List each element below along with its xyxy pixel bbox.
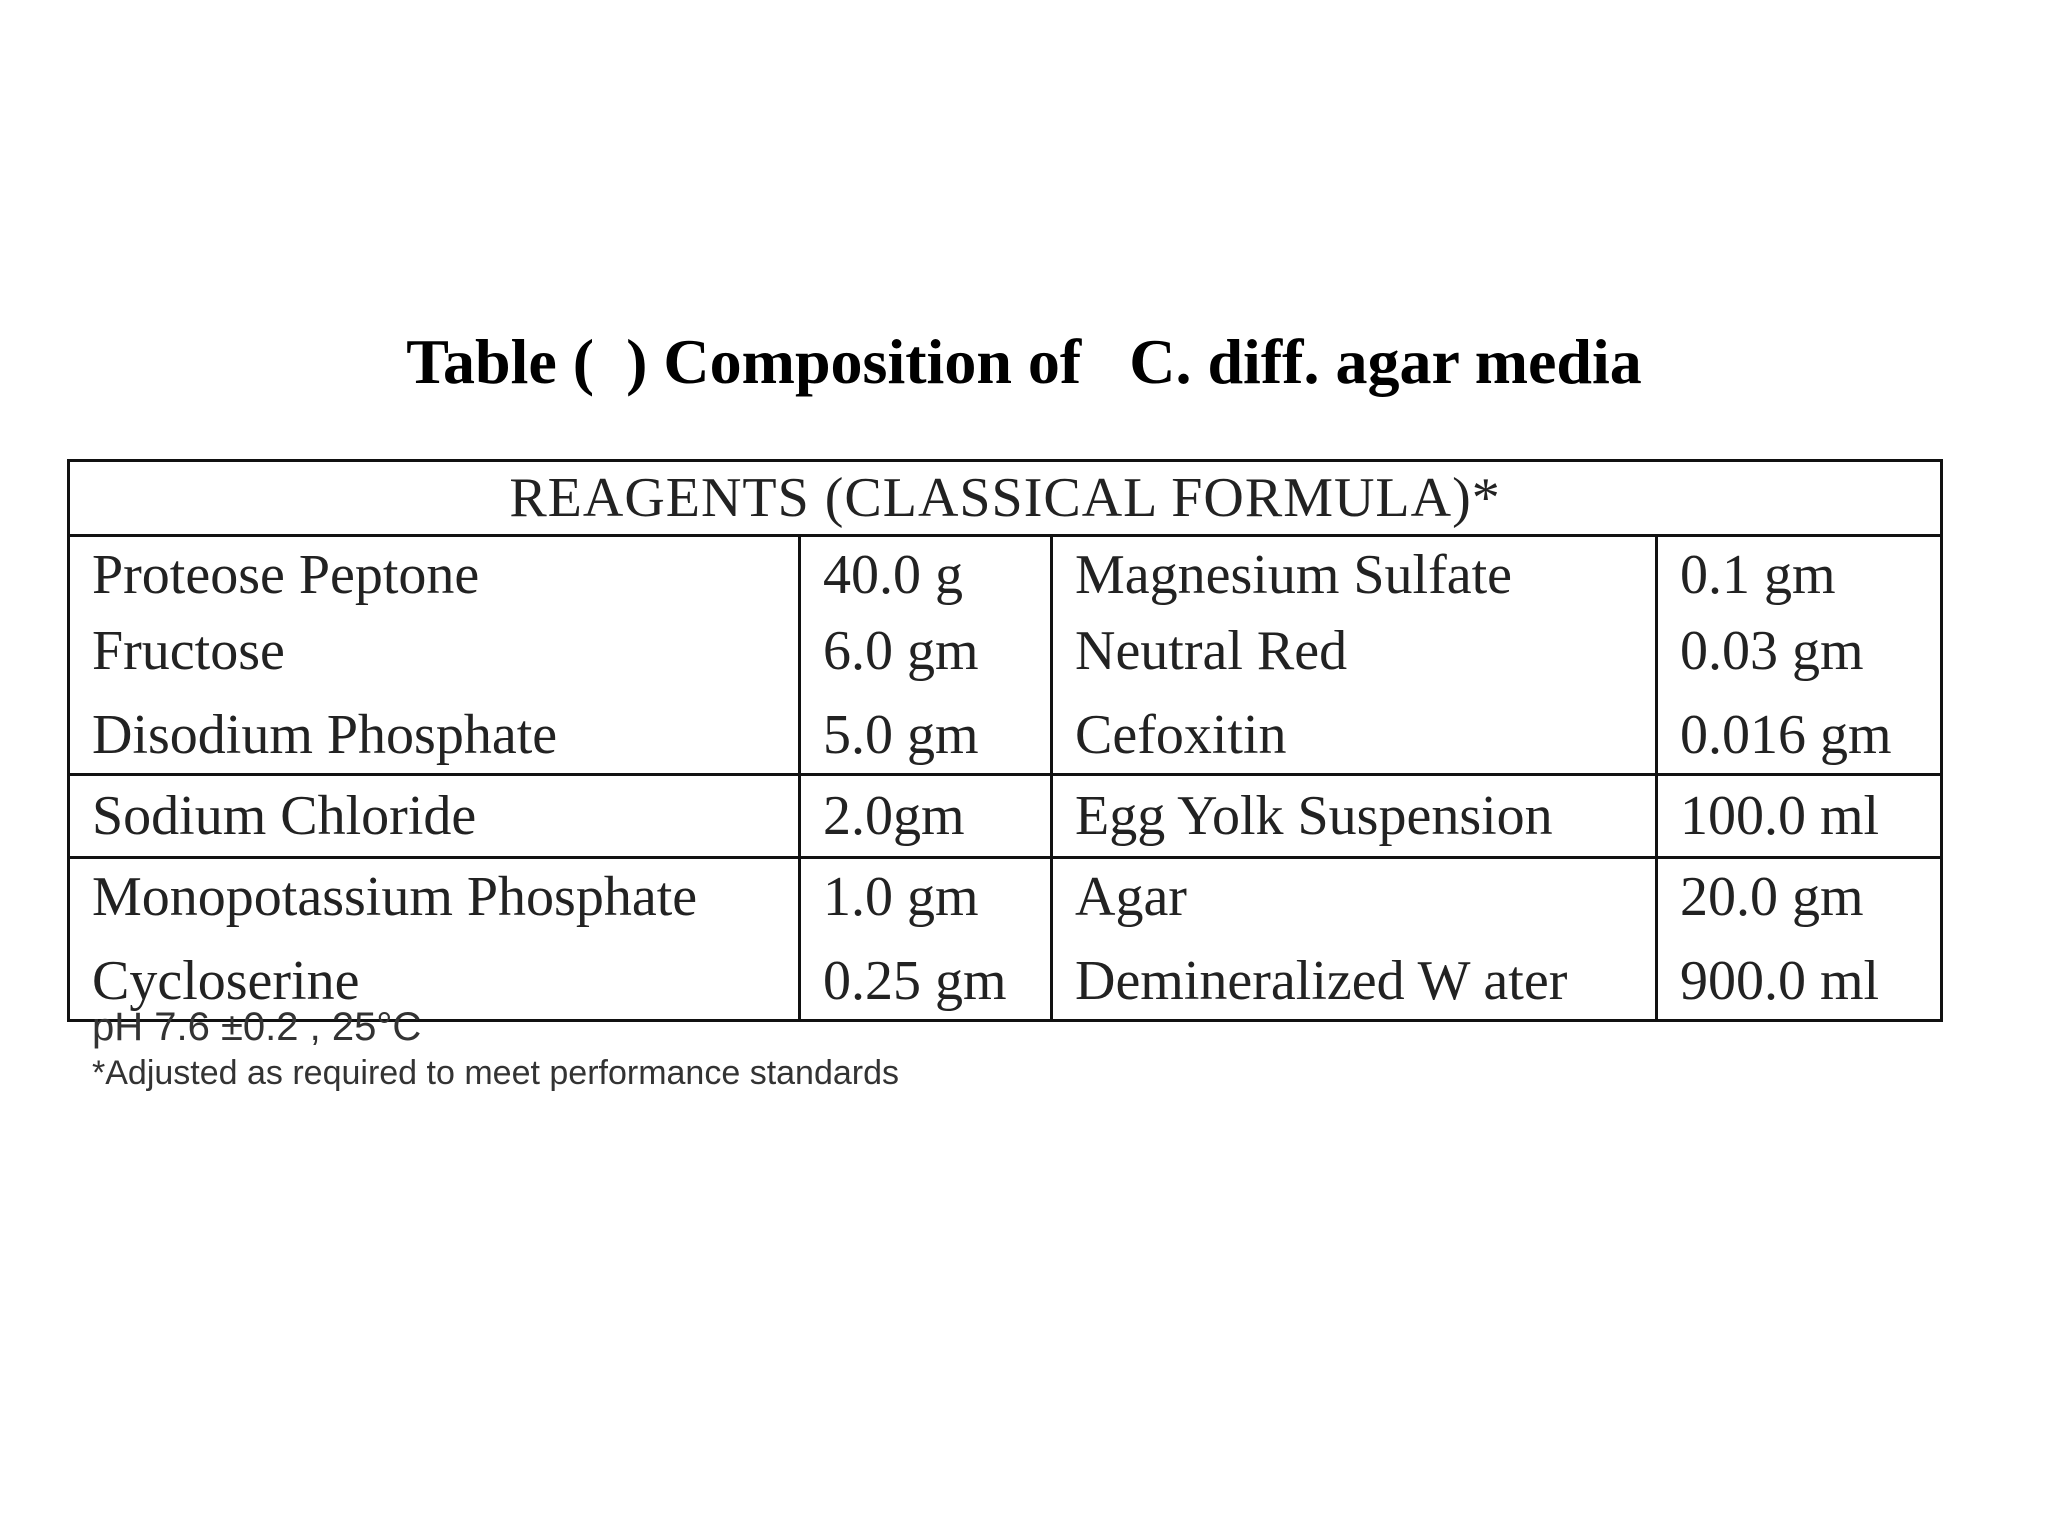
reagent-name: Cefoxitin bbox=[1075, 704, 1287, 766]
table-row bbox=[69, 858, 1942, 1021]
reagent-name: Monopotassium Phosphate bbox=[92, 866, 698, 928]
reagent-amount: 900.0 ml bbox=[1680, 950, 1880, 1012]
reagent-amount-column-a bbox=[800, 858, 1052, 1021]
reagent-name: Fructose bbox=[92, 620, 285, 682]
reagent-amount: 0.016 gm bbox=[1680, 704, 1892, 766]
ph-note: pH 7.6 ±0.2 , 25°C bbox=[92, 1005, 422, 1049]
reagent-name: Proteose Peptone bbox=[92, 544, 480, 606]
reagent-name-column-b bbox=[1052, 775, 1657, 858]
page-title: Table ( ) Composition of C. diff. agar media bbox=[406, 326, 1642, 397]
reagent-amount: 6.0 gm bbox=[823, 620, 979, 682]
reagent-amount: 0.1 gm bbox=[1680, 544, 1836, 606]
reagent-name: Neutral Red bbox=[1075, 620, 1348, 682]
table-row bbox=[69, 536, 1942, 775]
table-group-1 bbox=[69, 536, 1942, 775]
reagent-name: Agar bbox=[1075, 866, 1187, 928]
reagent-amount: 2.0gm bbox=[823, 785, 965, 847]
reagent-name-column-b bbox=[1052, 858, 1657, 1021]
reagent-name-column-a bbox=[69, 858, 800, 1021]
table-row bbox=[69, 775, 1942, 858]
reagent-amount-column-b bbox=[1657, 536, 1942, 775]
reagent-amount-column-b bbox=[1657, 858, 1942, 1021]
table-group-3 bbox=[69, 858, 1942, 1021]
reagent-amount: 20.0 gm bbox=[1680, 866, 1864, 928]
reagent-amount-column-a bbox=[800, 536, 1052, 775]
adjustment-footnote: *Adjusted as required to meet performance standards bbox=[92, 1054, 900, 1092]
reagent-name: Cycloserine bbox=[92, 950, 360, 1012]
reagent-amount: 40.0 g bbox=[823, 544, 963, 606]
reagent-amount: 5.0 gm bbox=[823, 704, 979, 766]
reagent-amount: 1.0 gm bbox=[823, 866, 979, 928]
table-header-row bbox=[69, 461, 1942, 536]
reagent-amount: 0.03 gm bbox=[1680, 620, 1864, 682]
reagents-table-container bbox=[67, 459, 1940, 1022]
reagent-name: Sodium Chloride bbox=[92, 785, 477, 847]
reagent-name: Disodium Phosphate bbox=[92, 704, 558, 766]
reagent-amount: 100.0 ml bbox=[1680, 785, 1880, 847]
reagents-table bbox=[67, 459, 1943, 1022]
reagent-name-column-a bbox=[69, 536, 800, 775]
table-group-2 bbox=[69, 775, 1942, 858]
reagent-amount-column-a bbox=[800, 775, 1052, 858]
table-header: REAGENTS (CLASSICAL FORMULA)* bbox=[69, 461, 1942, 536]
reagent-amount: 0.25 gm bbox=[823, 950, 1007, 1012]
reagent-amount-column-b bbox=[1657, 775, 1942, 858]
reagent-name: Egg Yolk Suspension bbox=[1075, 785, 1553, 847]
table-footnotes bbox=[92, 1003, 899, 1095]
reagent-name: Magnesium Sulfate bbox=[1075, 544, 1513, 606]
reagent-name-column-a bbox=[69, 775, 800, 858]
reagent-name: Demineralized W ater bbox=[1075, 950, 1568, 1012]
reagent-name-column-b bbox=[1052, 536, 1657, 775]
